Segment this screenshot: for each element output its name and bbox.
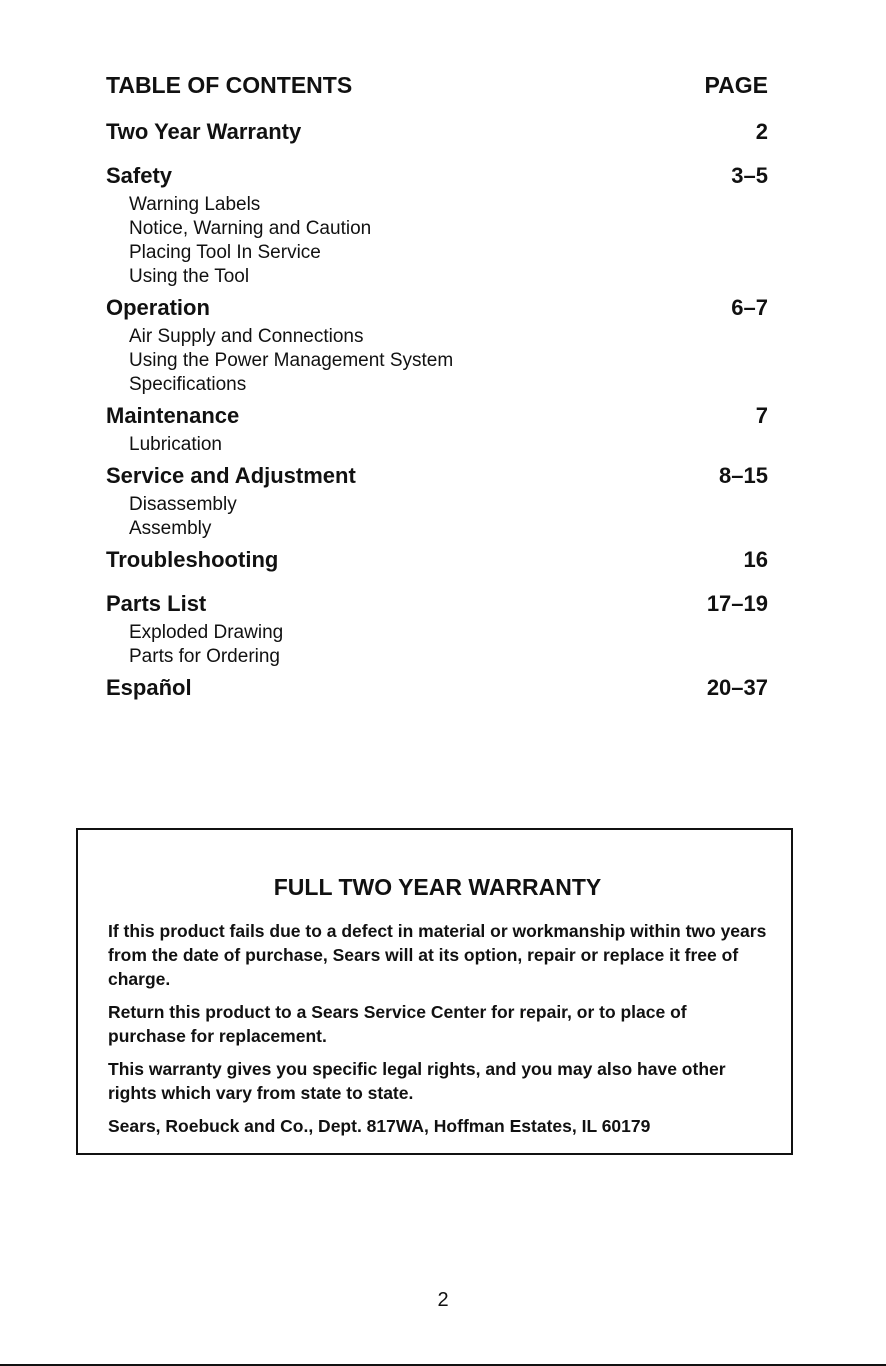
- section-title: Safety: [106, 163, 173, 188]
- section-page: 3–5: [731, 163, 768, 188]
- toc-subitems: [129, 493, 768, 541]
- toc-subitem: Notice, Warning and Caution: [129, 218, 372, 239]
- toc-subitem: Parts for Ordering: [129, 646, 280, 667]
- toc-subitem: Placing Tool In Service: [129, 242, 321, 263]
- toc-subitem: Air Supply and Connections: [129, 326, 364, 347]
- toc-subitem: Disassembly: [129, 494, 237, 515]
- toc-section: [106, 293, 768, 397]
- toc-section: [106, 401, 768, 457]
- warranty-paragraph: If this product fails due to a defect in material or workmanship within two years from the date of purchase, Sears will at its option, repair or replace it free of charge.: [108, 921, 767, 989]
- toc-title: TABLE OF CONTENTS: [106, 72, 353, 98]
- section-page: 17–19: [706, 591, 768, 616]
- toc-page-header: PAGE: [704, 72, 768, 98]
- toc-subitems: [129, 193, 768, 289]
- toc-entry: [106, 545, 768, 575]
- toc-subitems: [129, 325, 768, 397]
- toc-entry: [106, 117, 768, 147]
- warranty-paragraph: This warranty gives you specific legal rights, and you may also have other rights which vary from state to state.: [108, 1059, 726, 1103]
- toc-section: [106, 545, 768, 575]
- section-page: 2: [755, 119, 768, 144]
- toc-subitem: Using the Tool: [129, 266, 250, 287]
- warranty-title: FULL TWO YEAR WARRANTY: [273, 874, 602, 900]
- toc-entry: [106, 161, 768, 191]
- section-title: Parts List: [106, 591, 207, 616]
- section-title: Service and Adjustment: [106, 463, 356, 488]
- section-title: Troubleshooting: [106, 547, 279, 572]
- toc-entry: [106, 293, 768, 323]
- toc-subitem: Exploded Drawing: [129, 622, 284, 643]
- toc-subitem: Warning Labels: [129, 194, 261, 215]
- section-title: Operation: [106, 295, 210, 320]
- toc-section: [106, 117, 768, 147]
- page-number: 2: [437, 1289, 449, 1311]
- toc-section: [106, 673, 768, 703]
- toc-subitem: Assembly: [129, 518, 212, 539]
- section-title: Español: [106, 675, 192, 700]
- section-page: 7: [755, 403, 768, 428]
- section-title: Two Year Warranty: [106, 119, 302, 144]
- toc-subitems: [129, 433, 768, 457]
- warranty-paragraph: Return this product to a Sears Service Center for repair, or to place of purchase for replacement.: [108, 1002, 687, 1046]
- section-page: 8–15: [719, 463, 768, 488]
- toc-section: [106, 589, 768, 669]
- section-page: 16: [743, 547, 768, 572]
- warranty-address: Sears, Roebuck and Co., Dept. 817WA, Hoffman Estates, IL 60179: [108, 1116, 651, 1136]
- toc-header: [106, 72, 768, 99]
- toc-entry: [106, 673, 768, 703]
- section-title: Maintenance: [106, 403, 240, 428]
- table-of-contents: [106, 72, 768, 707]
- toc-subitem: Using the Power Management System: [129, 350, 454, 371]
- toc-subitem: Lubrication: [129, 434, 222, 455]
- toc-entry: [106, 401, 768, 431]
- toc-entry: [106, 589, 768, 619]
- toc-section: [106, 161, 768, 289]
- section-page: 20–37: [706, 675, 768, 700]
- warranty-box: [76, 828, 793, 1155]
- toc-section: [106, 461, 768, 541]
- section-page: 6–7: [731, 295, 768, 320]
- toc-entry: [106, 461, 768, 491]
- toc-subitems: [129, 621, 768, 669]
- toc-subitem: Specifications: [129, 374, 247, 395]
